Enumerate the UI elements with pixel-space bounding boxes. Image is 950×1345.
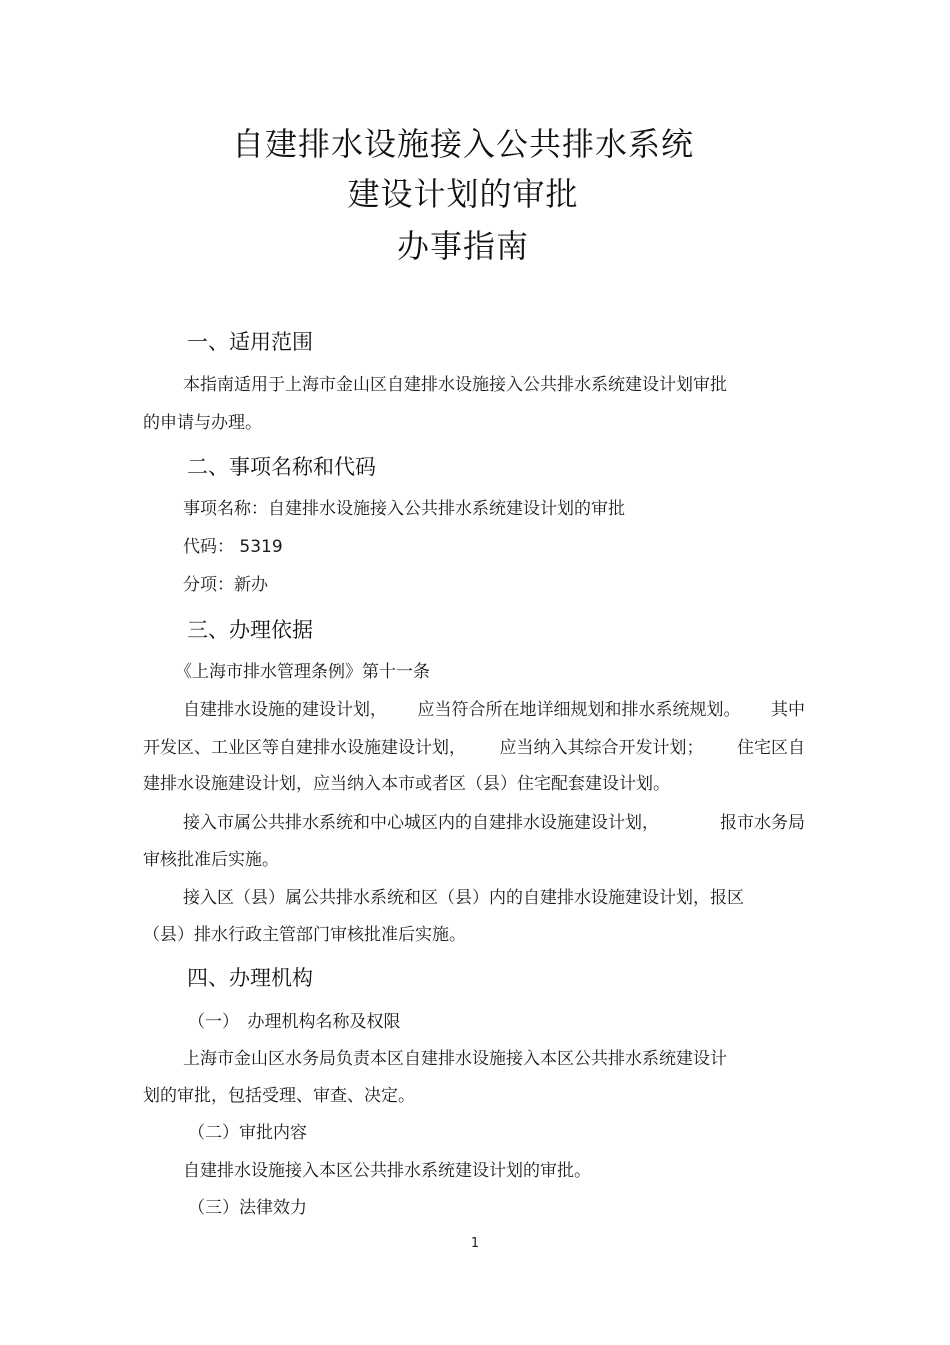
basis-paragraph-2-line-1 [183,810,805,836]
agency-paragraph-line-1: 上海市金山区水务局负责本区自建排水设施接入本区公共排水系统建设计 [183,1049,727,1069]
scope-paragraph-line-1: 本指南适用于上海市金山区自建排水设施接入公共排水系统建设计划审批 [183,375,727,395]
subheading-agency-name: （一） 办理机构名称及权限 [188,1012,401,1032]
scope-paragraph-line-2: 的申请与办理。 [143,413,262,433]
basis-paragraph-2-line-2: 审核批准后实施。 [143,850,279,870]
subheading-approval-content: （二）审批内容 [188,1123,307,1143]
item-subitem-text: 分项：新办 [183,575,268,595]
section-heading-scope: 一、适用范围 [187,330,313,354]
legal-reference-text: 《上海市排水管理条例》第十一条 [175,662,430,682]
basis-paragraph-1-line-2 [143,735,805,761]
basis-p2-l1-part-b: 报市水务局 [720,813,805,833]
item-name-text: 事项名称：自建排水设施接入公共排水系统建设计划的审批 [183,499,625,519]
page-number: 1 [470,1236,480,1251]
section-heading-name-code: 二、事项名称和代码 [187,455,376,479]
section-heading-agency: 四、办理机构 [187,966,313,990]
document-title-line-3: 办事指南 [396,227,529,265]
document-title-line-2: 建设计划的审批 [347,175,579,213]
item-code-text: 代码： 5319 [183,537,283,557]
basis-p1-l2-part-a: 开发区、工业区等自建排水设施建设计划， [143,738,466,758]
agency-paragraph-line-2: 划的审批，包括受理、审查、决定。 [143,1086,415,1106]
subheading-legal-effect: （三）法律效力 [188,1198,307,1218]
basis-paragraph-1-line-1 [183,697,805,723]
basis-paragraph-3-line-2: （县）排水行政主管部门审核批准后实施。 [143,925,466,945]
section-heading-basis: 三、办理依据 [187,618,313,642]
basis-p1-l2-part-c: 住宅区自 [737,738,805,758]
basis-p1-l1-part-a: 自建排水设施的建设计划， [183,700,387,720]
basis-p2-l1-part-a: 接入市属公共排水系统和中心城区内的自建排水设施建设计划， [183,813,659,833]
approval-content-paragraph: 自建排水设施接入本区公共排水系统建设计划的审批。 [183,1161,591,1181]
basis-paragraph-1-line-3: 建排水设施建设计划，应当纳入本市或者区（县）住宅配套建设计划。 [143,774,670,794]
basis-p1-l1-part-b: 应当符合所在地详细规划和排水系统规划。 [417,700,741,720]
basis-paragraph-3-line-1: 接入区（县）属公共排水系统和区（县）内的自建排水设施建设计划，报区 [183,888,744,908]
basis-p1-l2-part-b: 应当纳入其综合开发计划； [499,738,704,758]
basis-p1-l1-part-c: 其中 [771,700,805,720]
document-title-line-1: 自建排水设施接入公共排水系统 [231,125,694,163]
